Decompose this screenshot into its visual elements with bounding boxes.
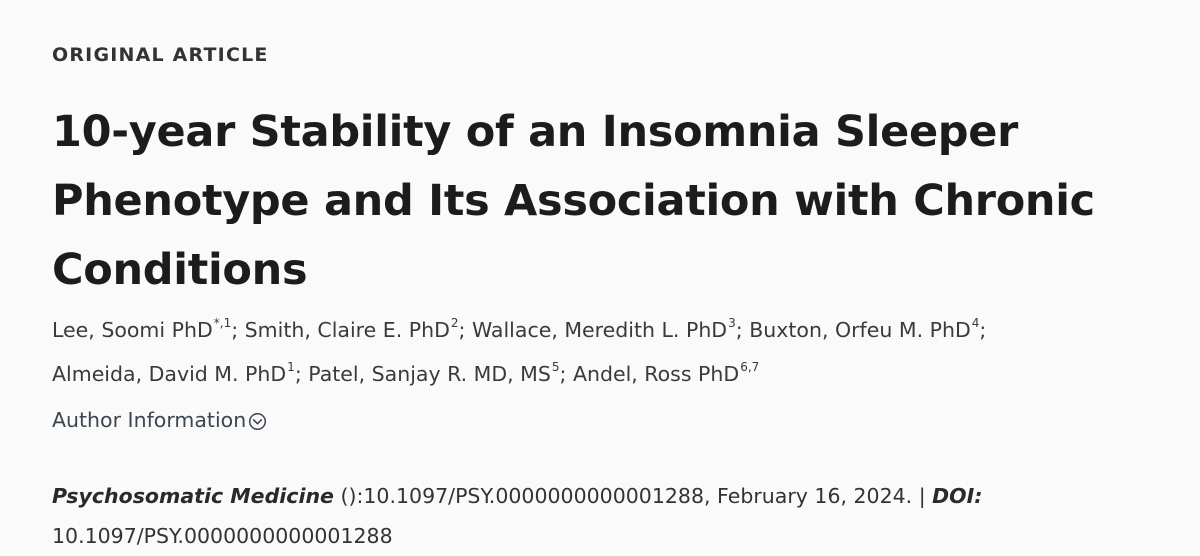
author-information-toggle[interactable]: [52, 408, 267, 432]
article-type-label: ORIGINAL ARTICLE: [52, 44, 269, 66]
citation: [52, 476, 1172, 556]
title-line: Conditions: [52, 245, 308, 295]
author-line: [52, 352, 1182, 396]
author-affiliation: 6,7: [740, 360, 760, 374]
author-list: [52, 308, 1182, 396]
author-line: [52, 308, 1182, 352]
author-information-label: Author Information: [52, 408, 247, 432]
author-link[interactable]: Buxton, Orfeu M. PhD: [749, 318, 971, 342]
author-separator: ;: [979, 318, 987, 342]
author-affiliation: 5: [551, 360, 560, 374]
author-link[interactable]: Lee, Soomi PhD: [52, 318, 213, 342]
author-link[interactable]: Almeida, David M. PhD: [52, 362, 287, 386]
citation-line: [52, 476, 1172, 516]
author-separator: ;: [231, 318, 245, 342]
author-link[interactable]: Wallace, Meredith L. PhD: [471, 318, 728, 342]
author-affiliation: *,1: [213, 316, 232, 330]
article-title: [52, 98, 1162, 305]
citation-details: ():10.1097/PSY.0000000000001288, February 16, 2024. |: [333, 484, 933, 508]
author-link[interactable]: Smith, Claire E. PhD: [244, 318, 450, 342]
title-line: 10-year Stability of an Insomnia Sleeper: [52, 107, 1019, 157]
author-link[interactable]: Patel, Sanjay R. MD, MS: [308, 362, 551, 386]
author-affiliation: 1: [287, 360, 295, 374]
author-separator: ;: [294, 362, 309, 386]
author-affiliation: 3: [728, 316, 736, 330]
doi-value[interactable]: 10.1097/PSY.0000000000001288: [52, 524, 393, 548]
chevron-down-circle-icon: [248, 412, 267, 431]
author-affiliation: 4: [971, 316, 980, 330]
title-line: Phenotype and Its Association with Chronic: [52, 176, 1095, 226]
doi-label: DOI:: [932, 484, 983, 508]
author-separator: ;: [458, 318, 472, 342]
author-separator: ;: [735, 318, 750, 342]
author-separator: ;: [559, 362, 573, 386]
citation-line: [52, 516, 1172, 556]
author-link[interactable]: Andel, Ross PhD: [572, 362, 740, 386]
author-affiliation: 2: [450, 316, 459, 330]
journal-name: Psychosomatic Medicine: [52, 484, 334, 508]
